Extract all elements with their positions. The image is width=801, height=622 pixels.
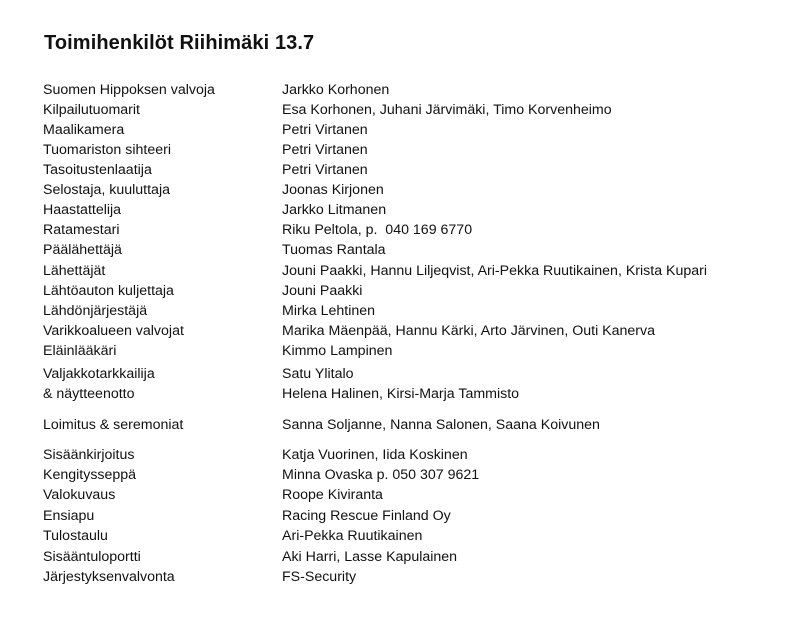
role-label: Loimitus & seremoniat	[43, 417, 184, 433]
role-label: Suomen Hippoksen valvoja	[43, 82, 215, 98]
person-names: Jouni Paakki	[282, 283, 363, 299]
role-label: Järjestyksenvalvonta	[43, 569, 175, 585]
role-label: Tasoitustenlaatija	[43, 162, 152, 178]
role-label: Lähtöauton kuljettaja	[43, 283, 174, 299]
role-label: Kilpailutuomarit	[43, 102, 140, 118]
role-label: Selostaja, kuuluttaja	[43, 182, 170, 198]
person-names: Ari-Pekka Ruutikainen	[282, 528, 423, 544]
person-names: FS-Security	[282, 569, 357, 585]
role-label: Päälähettäjä	[43, 242, 122, 258]
person-names: Jarkko Korhonen	[282, 82, 390, 98]
role-label: Sisääntuloportti	[43, 549, 141, 565]
role-label: Ensiapu	[43, 508, 95, 524]
role-label: Tulostaulu	[43, 528, 108, 544]
person-names: Helena Halinen, Kirsi-Marja Tammisto	[282, 386, 520, 402]
role-label: Ratamestari	[43, 222, 120, 238]
role-label: Eläinlääkäri	[43, 343, 117, 359]
person-names: Sanna Soljanne, Nanna Salonen, Saana Koivunen	[282, 417, 600, 433]
person-names: Marika Mäenpää, Hannu Kärki, Arto Järvinen, Outi Kanerva	[282, 323, 656, 339]
person-names: Petri Virtanen	[282, 142, 368, 158]
role-label: Lähdönjärjestäjä	[43, 303, 148, 319]
person-names: Aki Harri, Lasse Kapulainen	[282, 549, 458, 565]
person-names: Minna Ovaska p. 050 307 9621	[282, 467, 480, 483]
person-names: Katja Vuorinen, Iida Koskinen	[282, 447, 468, 463]
role-label: Lähettäjät	[43, 263, 106, 279]
role-label: Valokuvaus	[43, 487, 116, 503]
person-names: Mirka Lehtinen	[282, 303, 376, 319]
page-title: Toimihenkilöt Riihimäki 13.7	[44, 32, 315, 54]
role-label: Varikkoalueen valvojat	[43, 323, 184, 339]
person-names: Jarkko Litmanen	[282, 202, 387, 218]
role-label: Tuomariston sihteeri	[43, 142, 171, 158]
person-names: Petri Virtanen	[282, 162, 368, 178]
role-label: & näytteenotto	[43, 386, 135, 402]
person-names: Tuomas Rantala	[282, 242, 386, 258]
person-names: Esa Korhonen, Juhani Järvimäki, Timo Korvenheimo	[282, 102, 612, 118]
person-names: Kimmo Lampinen	[282, 343, 393, 359]
person-names: Racing Rescue Finland Oy	[282, 508, 451, 524]
role-label: Sisäänkirjoitus	[43, 447, 135, 463]
person-names: Petri Virtanen	[282, 122, 368, 138]
role-label: Kengitysseppä	[43, 467, 137, 483]
role-label: Valjakkotarkkailija	[43, 366, 155, 382]
person-names: Satu Ylitalo	[282, 366, 354, 382]
person-names: Roope Kiviranta	[282, 487, 383, 503]
person-names: Riku Peltola, p. 040 169 6770	[282, 222, 473, 238]
person-names: Jouni Paakki, Hannu Liljeqvist, Ari-Pekka Ruutikainen, Krista Kupari	[282, 263, 708, 279]
person-names: Joonas Kirjonen	[282, 182, 384, 198]
role-label: Haastattelija	[43, 202, 122, 218]
role-label: Maalikamera	[43, 122, 125, 138]
